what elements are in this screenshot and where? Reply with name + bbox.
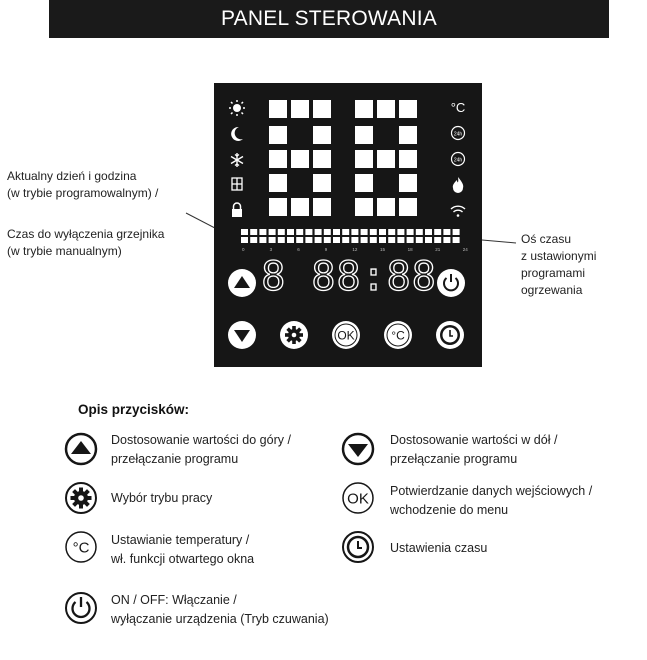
annotation-line: (w trybie manualnym): [7, 244, 122, 258]
annotation-line: Oś czasu: [521, 232, 572, 246]
legend-line: Potwierdzanie danych wejściowych /: [390, 484, 593, 498]
open-window-icon: [232, 178, 242, 190]
time-axis-segment: [370, 229, 377, 235]
time-axis-segment: [434, 229, 441, 235]
time-readout: 8 88:88: [261, 254, 437, 300]
time-axis-hour-label: 18: [407, 247, 413, 252]
time-axis-segment: [342, 229, 349, 235]
ok-label: OK: [337, 328, 355, 343]
page-title: PANEL STEROWANIA: [49, 0, 609, 38]
time-axis-segment: [434, 237, 441, 243]
timer-clock-icon: [452, 153, 465, 166]
time-axis-hour-label: 0: [242, 247, 245, 252]
time-axis-segment: [407, 237, 414, 243]
time-axis-segment: [397, 229, 404, 235]
time-axis-hour-label: 21: [435, 247, 441, 252]
legend-temp-icon: [66, 532, 96, 562]
legend-line: Dostosowanie wartości w dół /: [390, 433, 558, 447]
legend-line: Ustawianie temperatury /: [111, 533, 250, 547]
time-axis-segment: [305, 237, 312, 243]
time-axis-segment: [259, 237, 266, 243]
display-graphic: [214, 83, 482, 367]
down-button[interactable]: [228, 321, 256, 349]
timer-clock-label: 24h: [453, 157, 463, 164]
legend-temp-text: [111, 531, 254, 569]
time-axis-segment: [379, 229, 386, 235]
time-axis-segment: [453, 237, 460, 243]
legend-line: przełączanie programu: [390, 452, 518, 466]
time-axis-segment: [333, 229, 340, 235]
time-axis-segment: [416, 229, 423, 235]
legend-line: Ustawienia czasu: [390, 541, 488, 555]
legend-line: ON / OFF: Włączanie /: [111, 593, 237, 607]
time-button[interactable]: [436, 321, 464, 349]
temperature-label: °C: [391, 328, 405, 343]
annotation-line: programami: [521, 266, 586, 280]
time-axis-segment: [407, 229, 414, 235]
ok-button[interactable]: [332, 321, 360, 349]
legend-down-icon: [343, 434, 373, 464]
annotation-line: ogrzewania: [521, 283, 583, 297]
time-axis-segment: [287, 229, 294, 235]
time-axis-segment: [453, 229, 460, 235]
time-axis-segment: [241, 237, 248, 243]
time-axis-segment: [324, 237, 331, 243]
time-axis-segment: [425, 237, 432, 243]
legend-line: wł. funkcji otwartego okna: [111, 552, 255, 566]
snowflake-icon: [231, 153, 243, 167]
control-panel-display: [214, 83, 482, 367]
timer-24h-label: 24h: [453, 131, 463, 138]
wifi-icon: [451, 206, 465, 217]
up-button[interactable]: [228, 269, 256, 297]
legend-line: przełączanie programu: [111, 452, 239, 466]
time-axis-hour-label: 6: [297, 247, 300, 252]
legend-line: wyłączanie urządzenia (Tryb czuwania): [111, 612, 329, 626]
time-axis-bars: [241, 229, 460, 243]
annotation-line: Aktualny dzień i godzina: [7, 169, 137, 183]
time-axis-hour-label: 15: [380, 247, 386, 252]
temperature-button[interactable]: [384, 321, 412, 349]
annotation-line: (w trybie programowalnym) /: [7, 186, 159, 200]
time-axis-segment: [250, 237, 257, 243]
mode-button[interactable]: [280, 321, 308, 349]
time-axis-segment: [278, 229, 285, 235]
time-axis-segment: [361, 237, 368, 243]
flame-icon: [453, 177, 463, 193]
time-axis-segment: [315, 229, 322, 235]
time-axis-segment: [241, 229, 248, 235]
legend-up-icon: [66, 434, 96, 464]
time-axis-segment: [278, 237, 285, 243]
time-axis-segment: [296, 237, 303, 243]
legend-gear-icon: [66, 483, 96, 513]
time-axis-segment: [443, 237, 450, 243]
time-axis-segment: [370, 237, 377, 243]
big-digit-right: [355, 100, 417, 216]
time-axis-segment: [379, 237, 386, 243]
timer-24h-icon: [452, 127, 465, 140]
power-button[interactable]: [437, 269, 465, 297]
time-axis-segment: [388, 229, 395, 235]
time-axis-hour-label: 9: [324, 247, 328, 252]
legend-line: Wybór trybu pracy: [111, 491, 213, 505]
time-axis-segment: [425, 229, 432, 235]
time-axis-segment: [416, 237, 423, 243]
moon-icon: [231, 127, 243, 141]
time-axis-segment: [342, 237, 349, 243]
lock-icon: [232, 203, 242, 217]
time-axis-segment: [443, 229, 450, 235]
time-axis-segment: [351, 229, 358, 235]
annotation-line: z ustawionymi: [521, 249, 597, 263]
time-axis-segment: [388, 237, 395, 243]
time-axis-segment: [305, 229, 312, 235]
big-digit-left: [269, 100, 331, 216]
sun-icon: [229, 100, 245, 116]
time-axis-segment: [361, 229, 368, 235]
time-axis-segment: [333, 237, 340, 243]
time-axis-hour-label: 12: [352, 247, 358, 252]
legend-time-text: [390, 539, 487, 558]
buttons-heading: Opis przycisków:: [78, 402, 190, 417]
time-axis-segment: [324, 229, 331, 235]
legend-temp-label: °C: [72, 539, 90, 557]
temperature-unit-icon: °C: [450, 100, 466, 115]
gear-icon: [285, 326, 303, 344]
annotation-line: Czas do wyłączenia grzejnika: [7, 227, 165, 241]
time-axis-segment: [397, 237, 404, 243]
legend-ok-text: [390, 482, 592, 520]
time-axis-segment: [287, 237, 294, 243]
time-axis-segment: [315, 237, 322, 243]
time-axis-hour-label: 3: [269, 247, 273, 252]
time-axis-segment: [351, 237, 358, 243]
legend-power-text: [111, 591, 329, 629]
legend-ok-icon: [343, 483, 373, 513]
legend-line: Dostosowanie wartości do góry /: [111, 433, 291, 447]
time-axis-segment: [259, 229, 266, 235]
legend-line: wchodzenie do menu: [390, 503, 509, 517]
time-axis-hour-label: 24: [462, 247, 468, 252]
time-axis-segment: [269, 237, 276, 243]
time-axis-segment: [296, 229, 303, 235]
legend-mode-text: [111, 489, 212, 508]
legend-clock-icon: [343, 532, 373, 562]
legend-down-text: [390, 431, 557, 469]
legend-ok-label: OK: [347, 490, 369, 508]
legend-power-icon: [66, 593, 96, 623]
time-axis-segment: [250, 229, 257, 235]
legend-up-text: [111, 431, 291, 469]
time-axis-hour-labels: [242, 247, 468, 252]
time-axis-segment: [269, 229, 276, 235]
clock-icon: [440, 325, 460, 345]
